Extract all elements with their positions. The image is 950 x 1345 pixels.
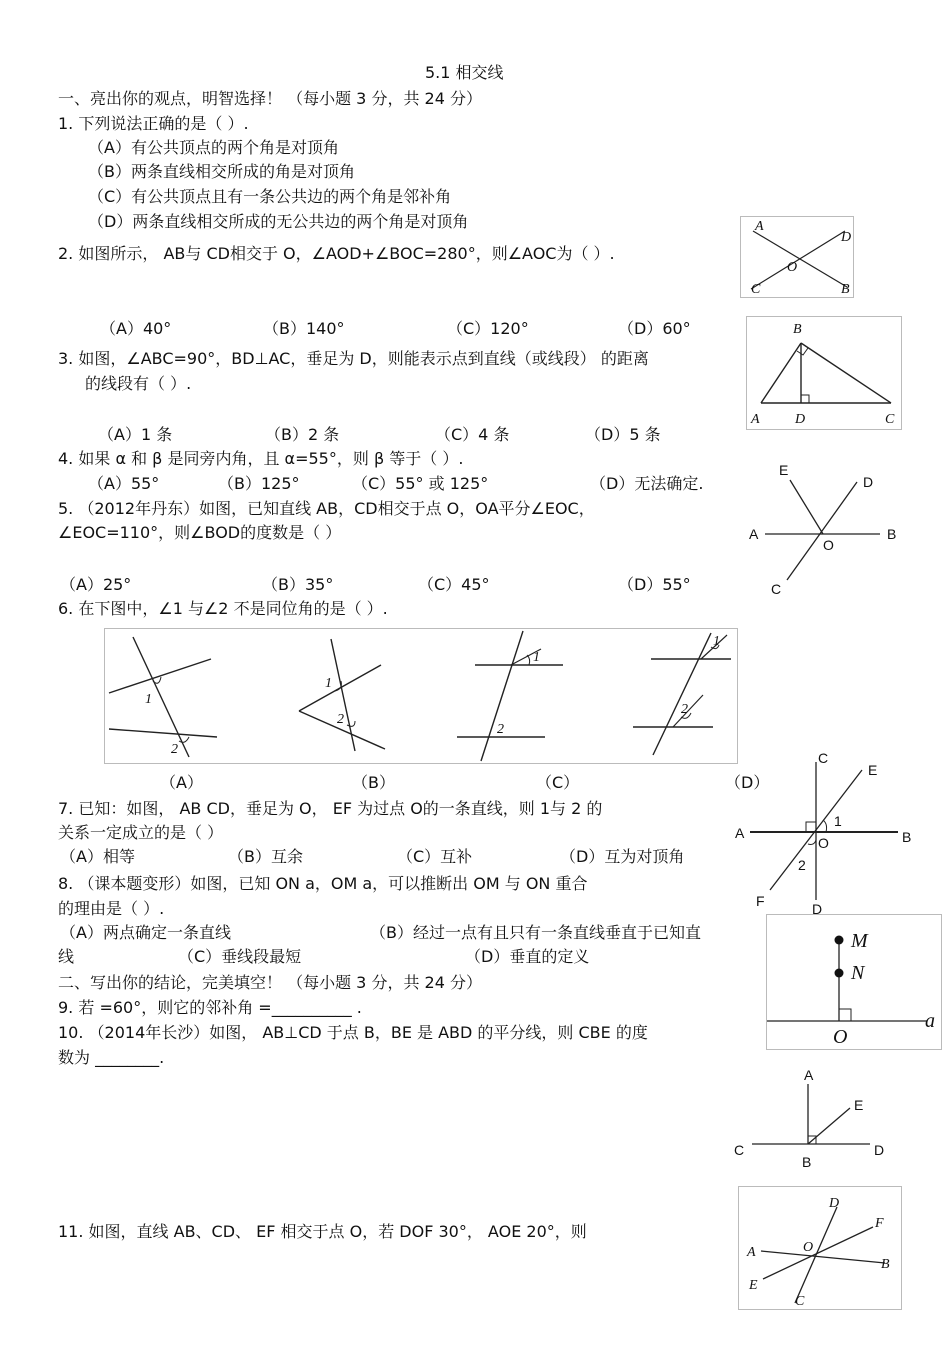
q8-label-o: O <box>833 1026 848 1048</box>
q6a-mark-1: 1 <box>145 692 152 707</box>
q11-label-a: A <box>747 1245 756 1260</box>
q8-option-d: （D）垂直的定义 <box>465 947 590 966</box>
q5-option-c: （C）45° <box>418 575 490 594</box>
q3-option-d: （D）5 条 <box>585 425 661 444</box>
q11-label-b: B <box>881 1257 890 1272</box>
q11-label-f: F <box>875 1216 884 1231</box>
q1-option-a: （A）有公共顶点的两个角是对顶角 <box>88 138 339 157</box>
q6-label-a: （A） <box>160 773 203 792</box>
q5-stem-line1: 5. （2012年丹东）如图，已知直线 AB，CD相交于点 O，OA平分∠EOC， <box>58 499 595 518</box>
q6-figure-b <box>299 639 385 751</box>
q4-option-c: （C）55° 或 125° <box>352 474 489 493</box>
q8-option-b-cont: 线 <box>58 947 75 966</box>
q1-option-c: （C）有公共顶点且有一条公共边的两个角是邻补角 <box>88 187 452 206</box>
q7-label-1: 1 <box>834 813 842 829</box>
q6-figure-a <box>109 637 217 757</box>
q10-figure <box>730 1064 890 1174</box>
q11-label-c: C <box>795 1294 805 1309</box>
q6-label-c: （C） <box>536 773 580 792</box>
q5-stem-line2: ∠EOC=110°，则∠BOD的度数是（ ） <box>58 523 342 542</box>
q3-label-c: C <box>885 412 895 427</box>
section-2-heading: 二、写出你的结论，完美填空！ （每小题 3 分，共 24 分） <box>58 973 482 992</box>
q10-stem-line2: 数为 ________. <box>58 1048 165 1067</box>
q4-option-b: （B）125° <box>218 474 300 493</box>
q5-option-d: （D）55° <box>618 575 691 594</box>
q7-option-b: （B）互余 <box>228 847 303 866</box>
q2-option-b: （B）140° <box>263 319 345 338</box>
q11-label-d: D <box>829 1196 840 1211</box>
q3-label-a: A <box>751 412 760 427</box>
q2-stem: 2. 如图所示， AB与 CD相交于 O，∠AOD+∠BOC=280°，则∠AOC为（ ）. <box>58 244 615 263</box>
q3-option-c: （C）4 条 <box>435 425 510 444</box>
q7-option-a: （A）相等 <box>60 847 135 866</box>
q7-label-c: C <box>818 750 829 766</box>
q2-label-o: O <box>787 260 798 275</box>
q2-figure <box>740 216 854 298</box>
q6-stem: 6. 在下图中，∠1 与∠2 不是同位角的是（ ）. <box>58 599 388 618</box>
q7-stem-line2: 关系一定成立的是（ ） <box>58 823 224 842</box>
q3-figure <box>746 316 902 430</box>
q7-label-2: 2 <box>798 857 806 873</box>
q5-option-b: （B）35° <box>262 575 334 594</box>
page-title: 5.1 相交线 <box>425 63 504 82</box>
q4-option-d: （D）无法确定. <box>590 474 704 493</box>
q2-option-d: （D）60° <box>618 319 691 338</box>
q1-stem: 1. 下列说法正确的是（ ）. <box>58 114 249 133</box>
q8-option-b: （B）经过一点有且只有一条直线垂直于已知直 <box>370 923 701 942</box>
q9-stem: 9. 若 =60°，则它的邻补角 =__________ . <box>58 998 362 1017</box>
q7-stem-line1: 7. 已知：如图， AB CD，垂足为 O， EF 为过点 O的一条直线，则 1与 2 的 <box>58 799 603 818</box>
q4-stem: 4. 如果 α 和 β 是同旁内角，且 α=55°，则 β 等于（ ）. <box>58 449 464 468</box>
q7-figure <box>730 748 920 918</box>
q6b-mark-1: 1 <box>325 676 332 691</box>
q5-label-d: D <box>863 474 874 490</box>
section-1-heading: 一、亮出你的观点，明智选择！ （每小题 3 分，共 24 分） <box>58 89 482 108</box>
q6a-mark-2: 2 <box>171 742 178 757</box>
q8-label-a: a <box>925 1010 935 1032</box>
q2-label-a: A <box>755 219 764 234</box>
q4-option-a: （A）55° <box>88 474 160 493</box>
q7-label-b: B <box>902 829 912 845</box>
q8-stem-line1: 8. （课本题变形）如图，已知 ON a，OM a，可以推断出 OM 与 ON 重合 <box>58 874 588 893</box>
q5-option-a: （A）25° <box>60 575 132 594</box>
q2-label-b: B <box>841 282 850 297</box>
q6d-mark-2: 2 <box>681 702 688 717</box>
q5-figure <box>745 458 905 600</box>
q8-stem-line2: 的理由是（ ）. <box>58 899 165 918</box>
q1-option-d: （D）两条直线相交所成的无公共边的两个角是对顶角 <box>88 212 469 231</box>
q5-label-b: B <box>887 526 897 542</box>
q2-option-c: （C）120° <box>447 319 529 338</box>
q10-label-b: B <box>802 1154 812 1170</box>
q10-label-c: C <box>734 1142 745 1158</box>
q10-label-a: A <box>804 1067 814 1083</box>
q6-figure-d <box>633 633 731 755</box>
q3-stem-line1: 3. 如图，∠ABC=90°，BD⊥AC，垂足为 D，则能表示点到直线（或线段） 的距离 <box>58 349 649 368</box>
q3-label-b: B <box>793 322 802 337</box>
q8-figure <box>766 914 942 1050</box>
q10-stem-line1: 10. （2014年长沙）如图， AB⊥CD 于点 B，BE 是 ABD 的平分线，则 CBE 的度 <box>58 1023 648 1042</box>
q2-label-d: D <box>841 230 852 245</box>
q6-figure-panel <box>104 628 738 764</box>
q2-label-c: C <box>751 282 761 297</box>
q6-label-d: （D） <box>725 773 770 792</box>
q10-label-d: D <box>874 1142 885 1158</box>
q11-stem: 11. 如图，直线 AB、CD、 EF 相交于点 O，若 DOF 30°， AOE 20°，则 <box>58 1222 587 1241</box>
q6-figure-c <box>457 631 563 761</box>
q3-option-a: （A）1 条 <box>98 425 173 444</box>
q3-option-b: （B）2 条 <box>265 425 340 444</box>
q5-label-a: A <box>749 526 759 542</box>
q6c-mark-1: 1 <box>533 650 540 665</box>
q2-option-a: （A）40° <box>100 319 172 338</box>
q7-label-f: F <box>756 893 765 909</box>
q7-option-c: （C）互补 <box>397 847 473 866</box>
q3-stem-line2: 的线段有（ ）. <box>85 374 192 393</box>
q7-label-a: A <box>735 825 745 841</box>
q7-label-e: E <box>868 762 878 778</box>
q11-label-o: O <box>803 1240 814 1255</box>
q1-option-b: （B）两条直线相交所成的角是对顶角 <box>88 162 355 181</box>
q5-label-e: E <box>779 462 789 478</box>
q8-option-c: （C）垂线段最短 <box>178 947 302 966</box>
q6b-mark-2: 2 <box>337 712 344 727</box>
q3-label-d: D <box>795 412 806 427</box>
q7-label-d: D <box>812 901 823 917</box>
q7-option-d: （D）互为对顶角 <box>560 847 685 866</box>
q6c-mark-2: 2 <box>497 722 504 737</box>
q11-label-e: E <box>749 1278 758 1293</box>
q11-figure <box>738 1186 902 1310</box>
q8-label-m: M <box>851 930 868 952</box>
q5-label-o: O <box>823 537 834 553</box>
q10-label-e: E <box>854 1097 864 1113</box>
q6-label-b: （B） <box>352 773 395 792</box>
q6d-mark-1: 1 <box>713 634 720 649</box>
q8-option-a: （A）两点确定一条直线 <box>60 923 231 942</box>
q5-label-c: C <box>771 581 782 597</box>
q8-label-n: N <box>851 962 865 984</box>
q7-label-o: O <box>818 835 829 851</box>
